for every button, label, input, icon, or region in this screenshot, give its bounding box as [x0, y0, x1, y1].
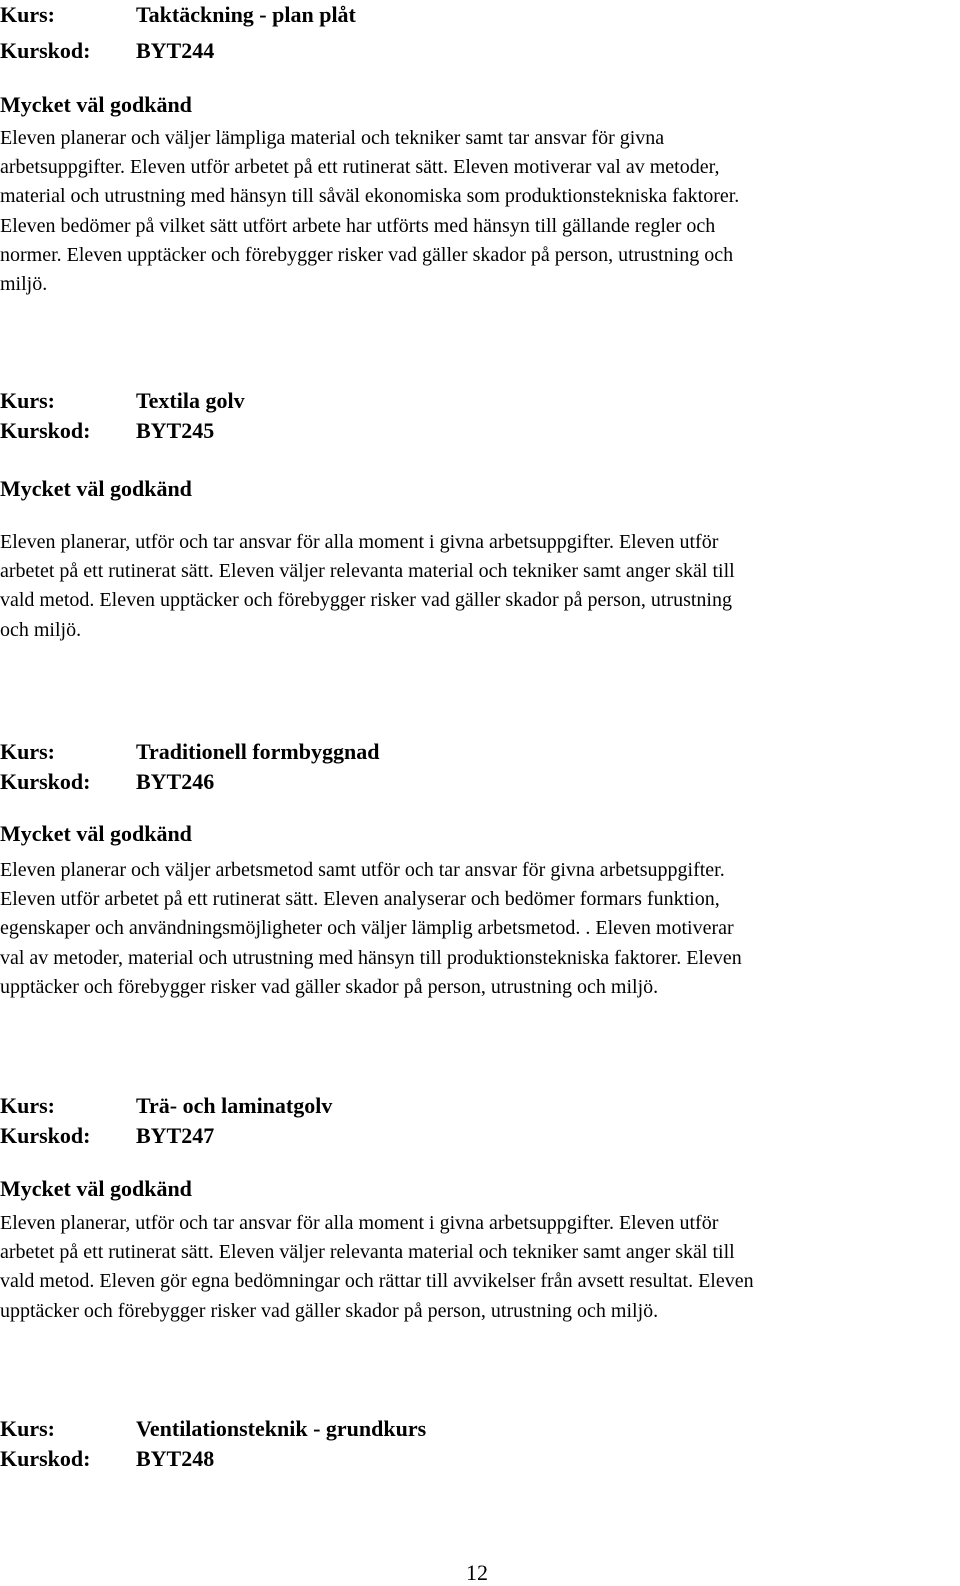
course-code-label: Kurskod:	[0, 1123, 91, 1148]
description-line: Eleven planerar, utför och tar ansvar för alla moment i givna arbetsuppgifter. Eleven utför	[0, 531, 719, 553]
description-line: upptäcker och förebygger risker vad gäller skador på person, utrustning och miljö.	[0, 1299, 659, 1322]
course-name: Textila golv	[136, 388, 245, 413]
description-line: Eleven planerar och väljer arbetsmetod samt utför och tar ansvar för givna arbetsuppgifter.	[0, 859, 725, 881]
page-number: 12	[466, 1560, 488, 1585]
course-code-label: Kurskod:	[0, 38, 91, 63]
course-name: Traditionell formbyggnad	[136, 739, 380, 764]
grade-description	[0, 528, 955, 645]
course-label: Kurs:	[0, 739, 55, 764]
grade-heading: Mycket väl godkänd	[0, 476, 192, 501]
course-name: Taktäckning - plan plåt	[136, 2, 356, 27]
description-line: val av metoder, material och utrustning med hänsyn till produktionstekniska faktorer. Eleven	[0, 946, 742, 969]
course-code: BYT247	[136, 1123, 215, 1148]
course-code-label: Kurskod:	[0, 418, 91, 443]
course-code: BYT248	[136, 1446, 215, 1471]
description-line: vald metod. Eleven upptäcker och förebygger risker vad gäller skador på person, utrustning	[0, 589, 732, 612]
course-label: Kurs:	[0, 2, 55, 27]
course-code-label: Kurskod:	[0, 769, 91, 794]
description-line: miljö.	[0, 273, 48, 296]
description-line: upptäcker och förebygger risker vad gäller skador på person, utrustning och miljö.	[0, 975, 659, 998]
description-line: Eleven planerar och väljer lämpliga material och tekniker samt tar ansvar för givna	[0, 127, 665, 149]
description-line: material och utrustning med hänsyn till såväl ekonomiska som produktionstekniska faktorer.	[0, 185, 740, 208]
grade-description	[0, 1209, 955, 1326]
description-line: Eleven utför arbetet på ett rutinerat sätt. Eleven analyserar och bedömer formars funktion,	[0, 888, 720, 911]
course-name: Trä- och laminatgolv	[136, 1093, 333, 1118]
description-line: Eleven bedömer på vilket sätt utfört arbete har utförts med hänsyn till gällande regler och	[0, 214, 716, 237]
course-code: BYT245	[136, 418, 215, 443]
description-line: och miljö.	[0, 618, 82, 641]
description-line: normer. Eleven upptäcker och förebygger risker vad gäller skador på person, utrustning och	[0, 243, 734, 266]
grade-description	[0, 124, 955, 299]
description-line: arbetet på ett rutinerat sätt. Eleven väljer relevanta material och tekniker samt anger skäl till	[0, 1241, 735, 1264]
grade-heading: Mycket väl godkänd	[0, 821, 192, 846]
grade-description	[0, 856, 955, 1002]
course-label: Kurs:	[0, 1093, 55, 1118]
description-line: vald metod. Eleven gör egna bedömningar och rättar till avvikelser från avsett resultat. Eleven	[0, 1270, 754, 1293]
course-code: BYT244	[136, 38, 215, 63]
grade-heading: Mycket väl godkänd	[0, 92, 192, 117]
course-code: BYT246	[136, 769, 215, 794]
description-line: arbetet på ett rutinerat sätt. Eleven väljer relevanta material och tekniker samt anger skäl till	[0, 560, 735, 583]
description-line: arbetsuppgifter. Eleven utför arbetet på ett rutinerat sätt. Eleven motiverar val av metoder,	[0, 156, 720, 179]
course-label: Kurs:	[0, 1416, 55, 1441]
grade-heading: Mycket väl godkänd	[0, 1176, 192, 1201]
course-name: Ventilationsteknik - grundkurs	[136, 1416, 427, 1441]
description-line: Eleven planerar, utför och tar ansvar för alla moment i givna arbetsuppgifter. Eleven utför	[0, 1212, 719, 1234]
course-label: Kurs:	[0, 388, 55, 413]
description-line: egenskaper och användningsmöjligheter och väljer lämplig arbetsmetod. . Eleven motiverar	[0, 917, 734, 940]
course-code-label: Kurskod:	[0, 1446, 91, 1471]
